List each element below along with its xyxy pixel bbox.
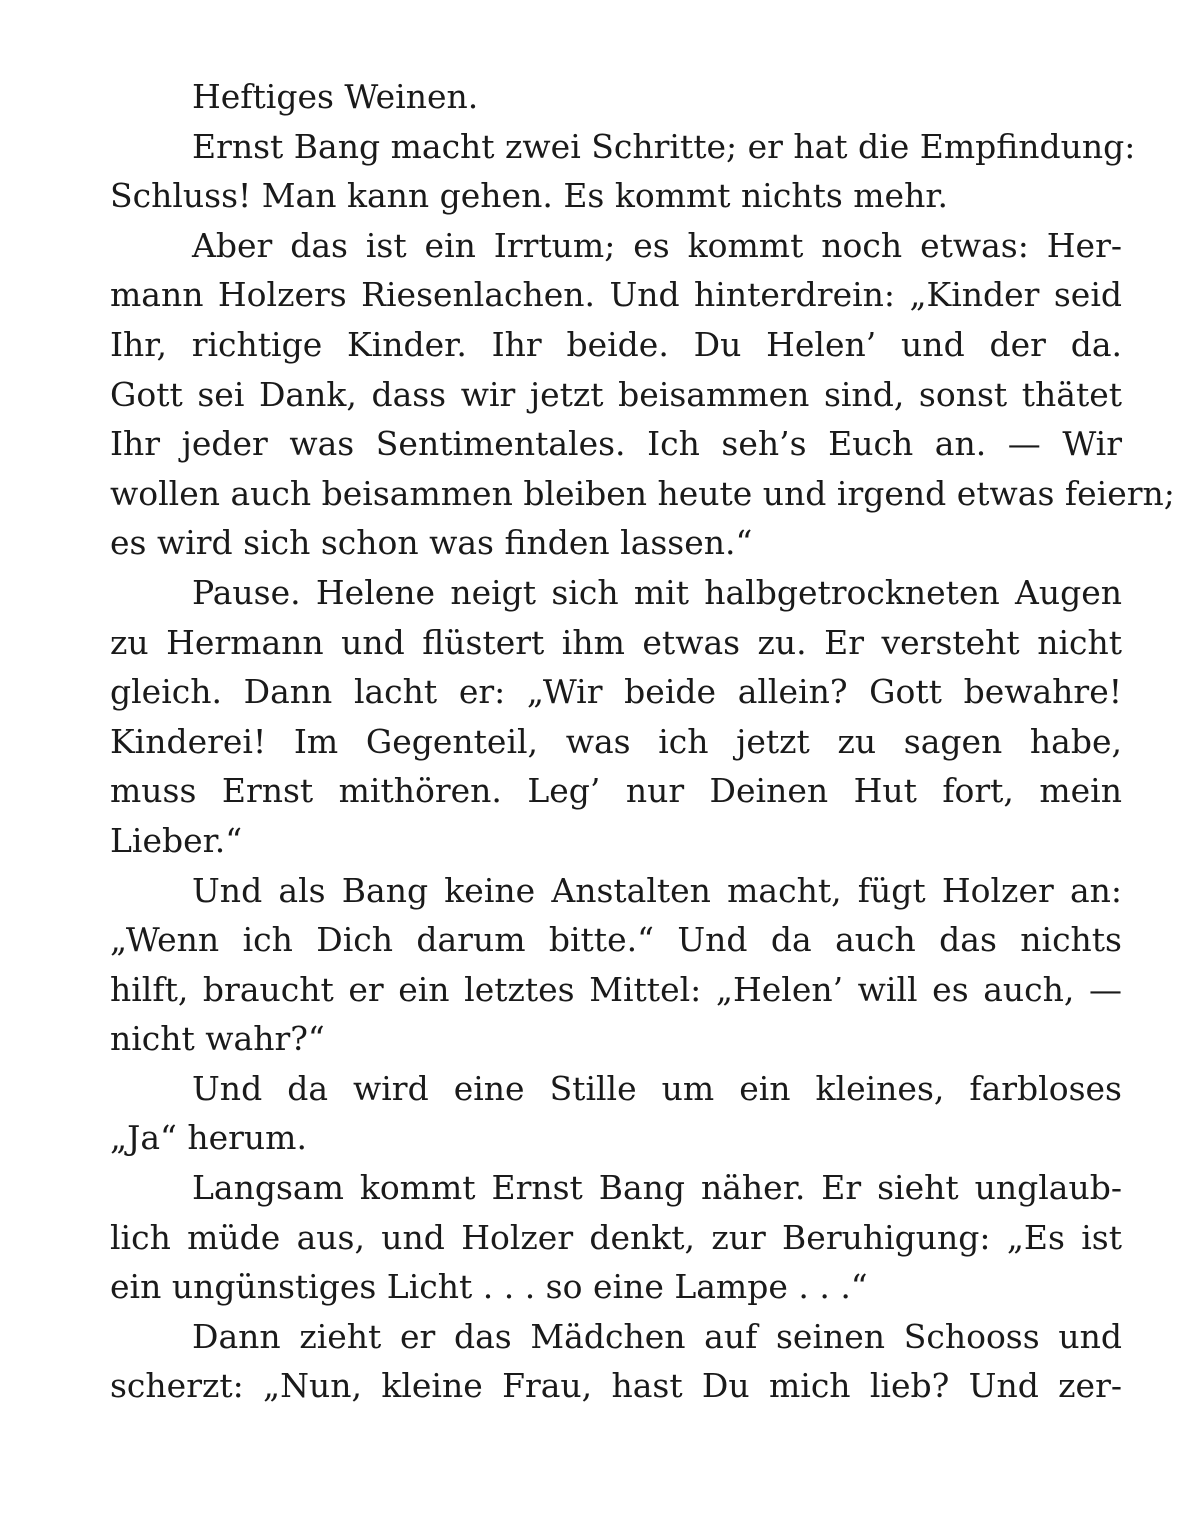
text-line: gleich. Dann lacht er: „Wir beide allein? Gott bewahre! <box>110 672 1122 712</box>
text-line: muss Ernst mithören. Leg’ nur Deinen Hut fort, mein <box>110 771 1122 811</box>
text-line: es wird sich schon was finden lassen.“ <box>110 523 753 563</box>
text-line: nicht wahr?“ <box>110 1019 325 1059</box>
text-line: Und als Bang keine Anstalten macht, fügt Holzer an: <box>192 870 1122 910</box>
text-line: Dann zieht er das Mädchen auf seinen Schooss und <box>192 1316 1122 1356</box>
text-line: wollen auch beisammen bleiben heute und irgend etwas feiern; <box>110 473 1175 513</box>
text-line: Ernst Bang macht zwei Schritte; er hat die Empfindung: <box>192 126 1136 166</box>
text-line: „Wenn ich Dich darum bitte.“ Und da auch das nichts <box>110 920 1122 960</box>
text-line: Gott sei Dank, dass wir jetzt beisammen sind, sonst thätet <box>110 374 1122 414</box>
text-line: lich müde aus, und Holzer denkt, zur Beruhigung: „Es ist <box>110 1217 1122 1257</box>
text-line: Lieber.“ <box>110 820 243 860</box>
text-line: Kinderei! Im Gegenteil, was ich jetzt zu sagen habe, <box>110 721 1122 761</box>
text-line: Schluss! Man kann gehen. Es kommt nichts mehr. <box>110 176 948 216</box>
text-line: Und da wird eine Stille um ein kleines, farbloses <box>192 1068 1122 1108</box>
text-line: Ihr, richtige Kinder. Ihr beide. Du Helen’ und der da. <box>110 324 1122 364</box>
book-page-text <box>110 72 1175 1411</box>
text-line: Heftiges Weinen. <box>192 77 479 116</box>
text-line: zu Hermann und flüstert ihm etwas zu. Er versteht nicht <box>110 622 1122 662</box>
text-line: Pause. Helene neigt sich mit halbgetrockneten Augen <box>192 572 1122 612</box>
text-line: mann Holzers Riesenlachen. Und hinterdrein: „Kinder seid <box>110 275 1122 315</box>
text-line: scherzt: „Nun, kleine Frau, hast Du mich lieb? Und zer- <box>110 1366 1122 1406</box>
text-line: „Ja“ herum. <box>110 1118 307 1158</box>
text-line: Aber das ist ein Irrtum; es kommt noch etwas: Her- <box>192 225 1122 265</box>
text-line: hilft, braucht er ein letztes Mittel: „Helen’ will es auch, — <box>110 969 1122 1009</box>
text-line: Langsam kommt Ernst Bang näher. Er sieht unglaub- <box>192 1168 1122 1208</box>
text-line: Ihr jeder was Sentimentales. Ich seh’s Euch an. — Wir <box>110 424 1122 464</box>
text-line: ein ungünstiges Licht . . . so eine Lampe . . .“ <box>110 1267 868 1307</box>
